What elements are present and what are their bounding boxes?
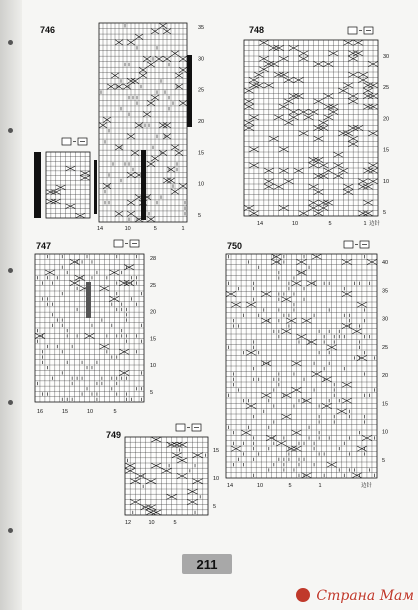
black-stripe — [34, 152, 41, 218]
key-empty-box — [348, 27, 357, 34]
key-empty-box — [62, 138, 71, 145]
edge-stitch-label: 边针 — [368, 221, 380, 227]
watermark-logo-icon — [296, 588, 310, 602]
col-number-747: 10 — [86, 409, 94, 415]
col-number-747: 15 — [61, 409, 69, 415]
row-number-746: 20 — [198, 119, 205, 125]
row-number-750: 15 — [382, 401, 389, 408]
black-stripe — [94, 160, 97, 214]
page-number: 211 — [196, 556, 218, 572]
row-number-749: 5 — [213, 504, 217, 510]
row-number-748: 30 — [383, 54, 390, 60]
row-number-746: 30 — [198, 56, 205, 63]
col-number-749: 5 — [173, 520, 177, 526]
chart-747-grid — [35, 254, 144, 402]
chart-number-749: 749 — [106, 430, 122, 440]
col-number-746: 10 — [124, 226, 131, 232]
row-number-746: 5 — [198, 213, 202, 219]
col-number-749: 10 — [148, 520, 155, 526]
edge-stitch-label: 边针 — [360, 483, 372, 489]
col-number-747: 5 — [113, 409, 117, 415]
chart-number-750: 750 — [227, 241, 243, 251]
row-number-747: 20 — [150, 309, 157, 316]
chart-number-748: 748 — [249, 25, 265, 35]
row-number-749: 15 — [213, 448, 220, 454]
key-empty-box — [344, 241, 353, 248]
col-number-746: 14 — [96, 226, 104, 232]
col-number-748: 14 — [256, 221, 264, 227]
chart-number-747: 747 — [36, 241, 52, 251]
col-number-750: 5 — [288, 483, 292, 489]
row-number-750: 5 — [382, 458, 386, 464]
row-number-747: 10 — [150, 363, 157, 370]
col-number-749: 12 — [124, 520, 132, 526]
chart-746-inset-grid — [46, 152, 90, 218]
row-number-750: 10 — [382, 429, 389, 436]
black-stripe — [141, 150, 146, 220]
col-number-747: 16 — [36, 409, 44, 415]
col-number-746: 5 — [153, 226, 157, 232]
row-number-750: 20 — [382, 373, 389, 380]
row-number-746: 10 — [198, 181, 205, 188]
col-number-750: 1 — [318, 483, 322, 489]
row-number-748: 25 — [383, 85, 390, 92]
row-number-749: 10 — [213, 476, 220, 482]
page-number-box — [182, 554, 232, 574]
row-number-750: 25 — [382, 344, 389, 351]
key-empty-box — [176, 424, 185, 431]
row-number-748: 20 — [383, 116, 390, 123]
row-number-747: 25 — [150, 282, 157, 289]
key-empty-box — [114, 240, 123, 247]
col-number-748: 10 — [291, 221, 299, 227]
row-number-748: 5 — [383, 210, 387, 216]
row-number-747: 15 — [150, 336, 157, 343]
col-number-746: 1 — [181, 226, 185, 232]
row-number-750: 40 — [382, 260, 389, 266]
row-number-748: 15 — [383, 147, 390, 154]
watermark: Страна Мам — [316, 588, 414, 604]
row-number-750: 35 — [382, 288, 389, 295]
chart-number-746: 746 — [40, 25, 56, 35]
row-number-747: 28 — [150, 256, 157, 262]
row-number-746: 25 — [198, 87, 205, 94]
row-number-748: 10 — [383, 178, 390, 185]
black-stripe — [187, 55, 192, 127]
col-number-748: 1 — [363, 221, 367, 227]
row-number-750: 30 — [382, 316, 389, 323]
col-number-750: 10 — [256, 483, 264, 489]
row-number-746: 15 — [198, 150, 205, 157]
row-number-747: 5 — [150, 390, 154, 396]
col-number-750: 14 — [226, 483, 234, 489]
gray-column — [86, 282, 91, 318]
col-number-748: 5 — [328, 221, 332, 227]
row-number-746: 35 — [198, 25, 205, 31]
